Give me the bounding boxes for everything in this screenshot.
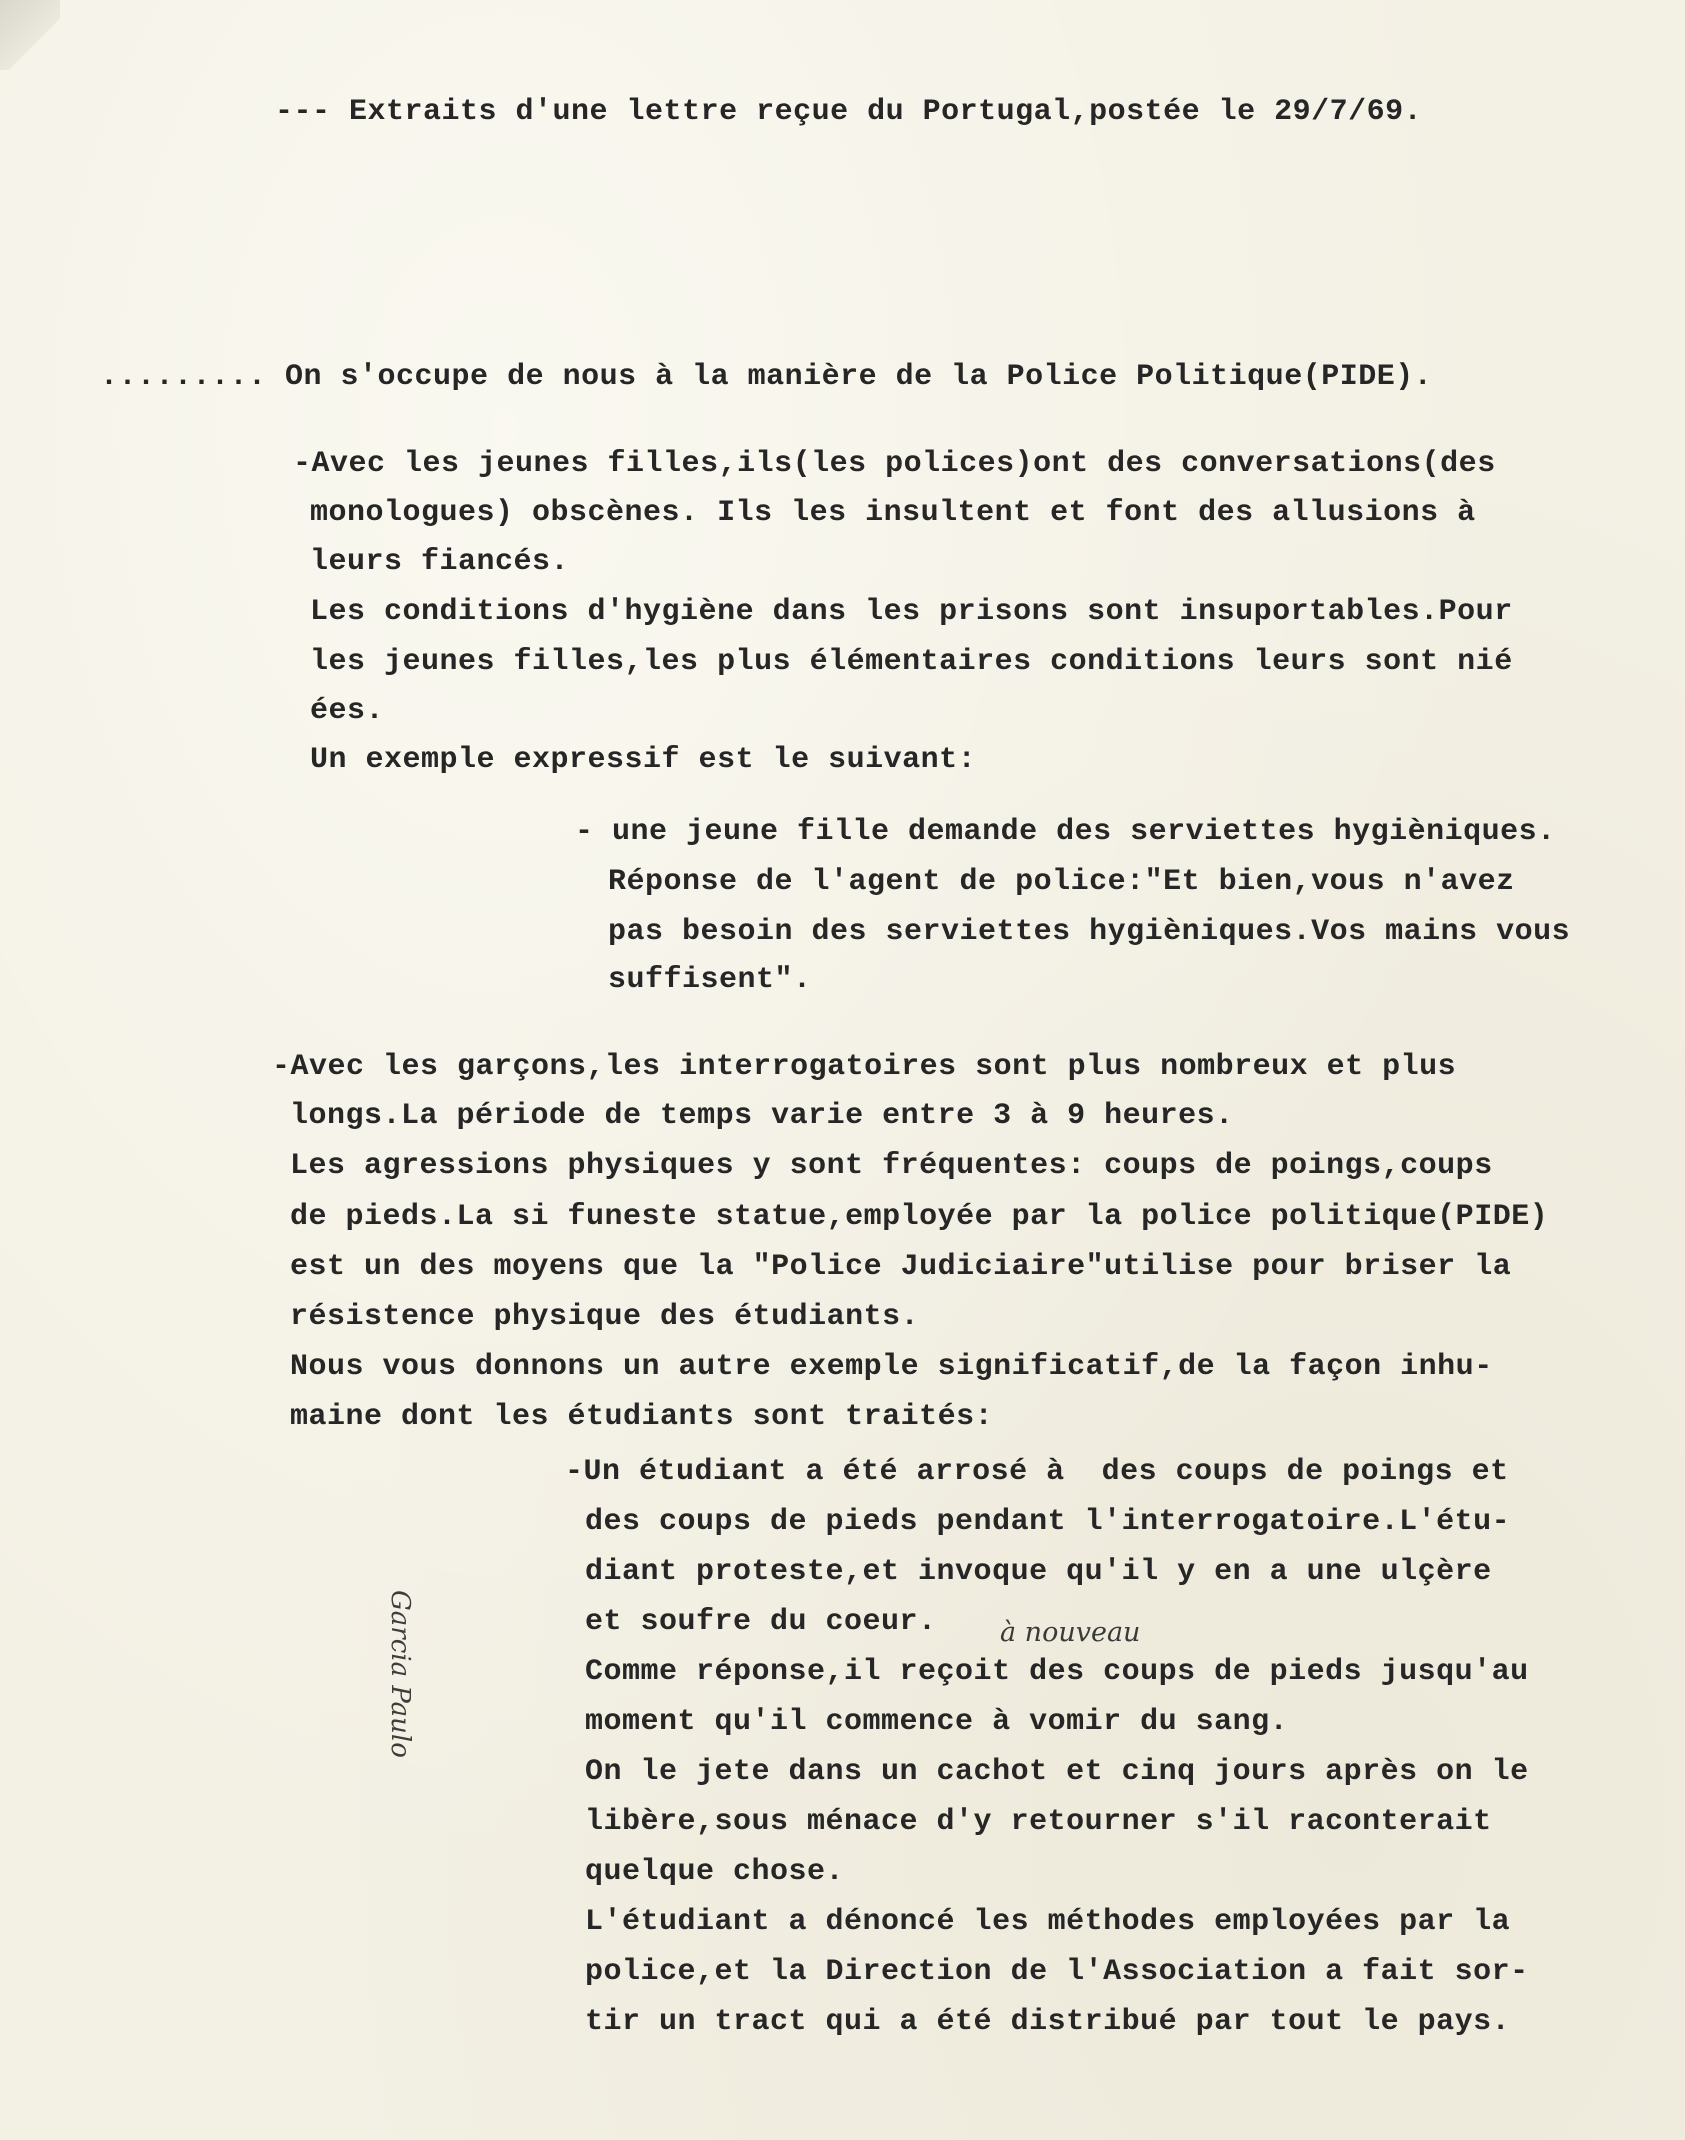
- paragraph-line: résistence physique des étudiants.: [290, 1300, 920, 1334]
- document-header: --- Extraits d'une lettre reçue du Portugal,postée le 29/7/69.: [275, 95, 1423, 129]
- paragraph-line: Les agressions physiques y sont fréquentes: coups de poings,coups: [290, 1149, 1493, 1183]
- example-line: diant proteste,et invoque qu'il y en a une ulçère: [585, 1555, 1492, 1589]
- paragraph-line: de pieds.La si funeste statue,employée par la police politique(PIDE): [290, 1200, 1549, 1234]
- paragraph-line: est un des moyens que la "Police Judiciaire"utilise pour briser la: [290, 1250, 1512, 1284]
- paragraph-line: les jeunes filles,les plus élémentaires conditions leurs sont nié: [310, 645, 1513, 679]
- intro-line: ......... On s'occupe de nous à la manière de la Police Politique(PIDE).: [100, 360, 1433, 394]
- example-line: L'étudiant a dénoncé les méthodes employées par la: [585, 1905, 1511, 1939]
- paragraph-line: maine dont les étudiants sont traités:: [290, 1400, 994, 1434]
- paragraph-line: longs.La période de temps varie entre 3 à 9 heures.: [290, 1099, 1234, 1133]
- example-line: On le jete dans un cachot et cinq jours après on le: [585, 1755, 1529, 1789]
- torn-corner: [0, 0, 60, 70]
- paragraph-line: -Avec les garçons,les interrogatoires sont plus nombreux et plus: [272, 1050, 1457, 1084]
- paragraph-line: -Avec les jeunes filles,ils(les polices)ont des conversations(des: [293, 447, 1496, 481]
- example-line: Réponse de l'agent de police:"Et bien,vous n'avez: [608, 865, 1515, 899]
- paragraph-line: ées.: [310, 694, 385, 728]
- example-line: Comme réponse,il reçoit des coups de pieds jusqu'au: [585, 1655, 1529, 1689]
- example-line: - une jeune fille demande des serviettes hygièniques.: [575, 815, 1556, 849]
- example-line: et soufre du coeur.: [585, 1605, 937, 1639]
- handwritten-insertion: à nouveau: [1000, 1617, 1141, 1648]
- example-line: police,et la Direction de l'Association a fait sor-: [585, 1955, 1529, 1989]
- example-line: tir un tract qui a été distribué par tout le pays.: [585, 2005, 1511, 2039]
- example-line: pas besoin des serviettes hygièniques.Vos mains vous: [608, 915, 1571, 949]
- example-line: des coups de pieds pendant l'interrogatoire.L'étu-: [585, 1505, 1511, 1539]
- example-line: quelque chose.: [585, 1855, 845, 1889]
- example-line: -Un étudiant a été arrosé à des coups de poings et: [565, 1455, 1509, 1489]
- margin-annotation: Garcia Paulo: [385, 1590, 415, 1758]
- paragraph-line: monologues) obscènes. Ils les insultent et font des allusions à: [310, 496, 1476, 530]
- paragraph-line: Un exemple expressif est le suivant:: [310, 743, 977, 777]
- example-line: suffisent".: [608, 963, 812, 997]
- paragraph-line: Les conditions d'hygiène dans les prisons sont insuportables.Pour: [310, 595, 1513, 629]
- paragraph-line: Nous vous donnons un autre exemple significatif,de la façon inhu-: [290, 1350, 1493, 1384]
- example-line: moment qu'il commence à vomir du sang.: [585, 1705, 1289, 1739]
- example-line: libère,sous ménace d'y retourner s'il raconterait: [585, 1805, 1492, 1839]
- paragraph-line: leurs fiancés.: [310, 545, 570, 579]
